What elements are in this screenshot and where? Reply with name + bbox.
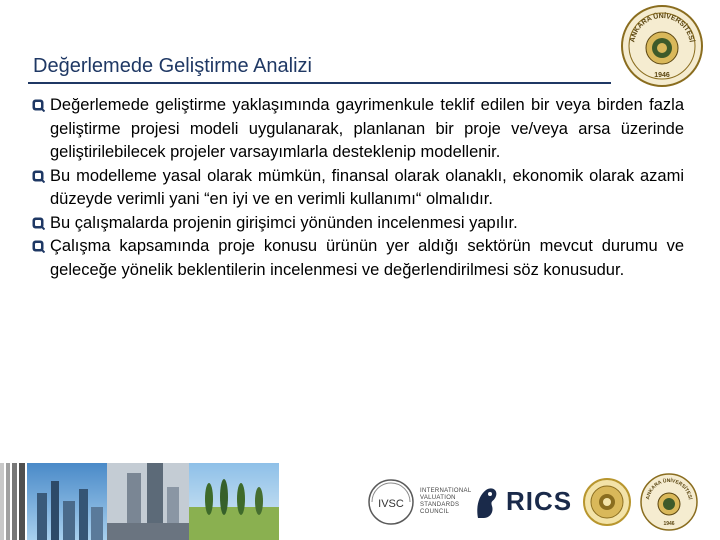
tower-photo — [107, 463, 189, 540]
top-logo-arc-text: ANKARA ÜNİVERSİTESİ — [629, 12, 695, 43]
bottom-stripe — [12, 463, 17, 540]
gold-seal-logo-icon — [582, 474, 632, 530]
ivsc-line: STANDARDS — [420, 501, 460, 508]
landscape-photo — [189, 463, 279, 540]
q-checkbox-bullet-icon — [32, 170, 45, 183]
bottom-logo-year: 1946 — [663, 520, 675, 527]
bullet-text: Değerlemede geliştirme yaklaşımında gayrimenkule teklif edilen bir veya birden fazla geliştirme projesi modeli uygulanarak, planlanan bir proje ve/veya arsa üzerinde geliştirilebilecek projeler varsayımlarla desteklenip modellenir. — [50, 96, 684, 161]
ivsc-line: COUNCIL — [420, 508, 450, 515]
ivsc-line: INTERNATIONAL — [420, 487, 472, 494]
city-skyline-photo — [27, 463, 107, 540]
bullet-item — [32, 212, 684, 236]
slide-title: Değerlemede Geliştirme Analizi — [33, 55, 313, 77]
bottom-logo-arc-text: ANKARA ÜNİVERSİTESİ — [645, 477, 693, 500]
q-checkbox-bullet-icon — [32, 240, 45, 253]
top-logo-year: 1946 — [654, 72, 670, 79]
bullet-item — [32, 165, 684, 212]
photo-spacer — [279, 463, 360, 540]
q-checkbox-bullet-icon — [32, 217, 45, 230]
ankara-university-bottom-logo-icon — [640, 469, 698, 535]
rics-wordmark: RICS — [506, 486, 573, 516]
ivsc-logo-icon — [366, 477, 416, 527]
q-checkbox-bullet-icon — [32, 99, 45, 112]
bottom-stripe — [6, 463, 10, 540]
bullet-text: Çalışma kapsamında proje konusu ürünün yer aldığı sektörün mevcut durumu ve geleceğe yönelik beklentilerin incelenmesi ve değerlendirilmesi söz konusudur. — [50, 237, 684, 279]
bullet-item — [32, 235, 684, 282]
bullet-text: Bu modelleme yasal olarak mümkün, finansal olarak olanaklı, ekonomik olarak azami düzeyde verimli yani “en iyi ve en verimli kullanımı“ olmalıdır. — [50, 166, 684, 208]
bullet-list — [32, 94, 684, 282]
ivsc-line: VALUATION — [420, 494, 456, 501]
partner-logos — [360, 463, 720, 540]
bottom-stripe — [19, 463, 25, 540]
bottom-stripe — [0, 463, 4, 540]
title-underline — [28, 82, 611, 84]
rics-lion-emblem-icon — [472, 482, 502, 522]
bullet-item — [32, 94, 684, 165]
ivsc-acronym: IVSC — [378, 497, 404, 510]
ankara-university-logo-icon — [620, 4, 704, 88]
bullet-text: Bu çalışmalarda projenin girişimci yönünden incelenmesi yapılır. — [50, 213, 518, 232]
ivsc-council-text — [420, 487, 472, 516]
